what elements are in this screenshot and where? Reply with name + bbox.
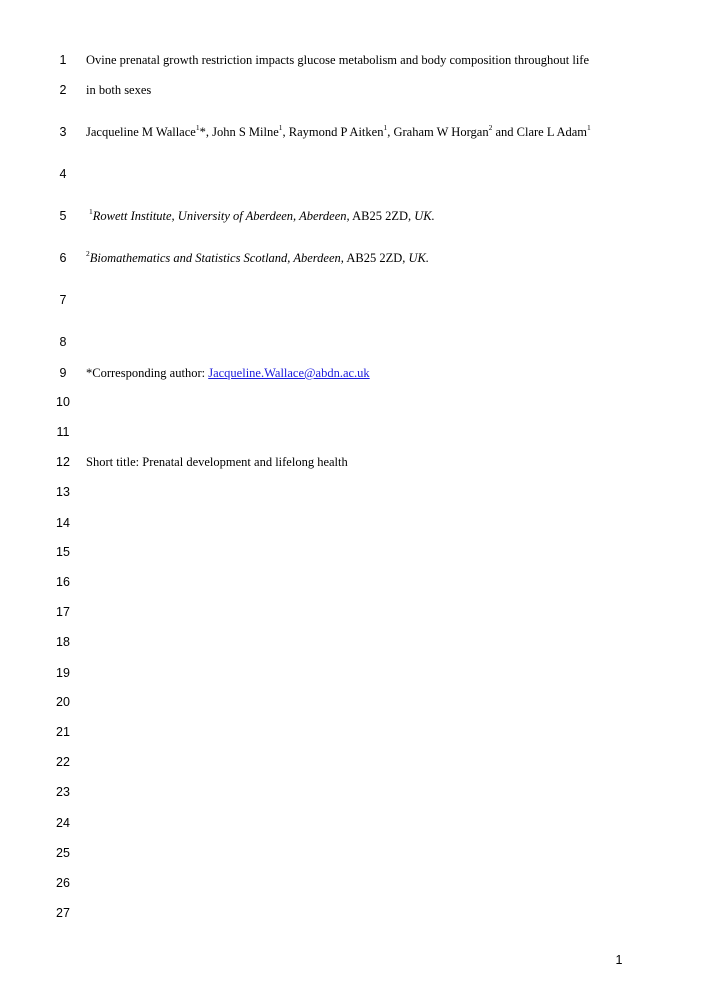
author: Graham W Horgan$^2$ and [393, 122, 517, 139]
corresponding-author-label: *Corresponding author: [86, 366, 209, 380]
line-number: 2 [59, 83, 67, 97]
line-number: 12 [56, 455, 70, 469]
line-number: 1 [59, 53, 67, 67]
line-number: 24 [56, 816, 70, 830]
author: John S Milne$^1$, [212, 122, 289, 139]
line-number: 22 [56, 755, 70, 769]
line-number: 27 [56, 906, 70, 920]
corresponding-email-link[interactable]: Jacqueline.Wallace@abdn.ac.uk [208, 366, 370, 380]
line-number: 9 [59, 366, 67, 380]
line-number: 23 [56, 785, 70, 799]
line-number: 4 [59, 167, 67, 181]
affiliation-2: $^2$Biomathematics and Statistics Scotland, Aberdeen, AB25 2ZD, UK. [86, 248, 429, 265]
short-title: Short title: Prenatal development and lifelong health [86, 455, 348, 469]
line-number: 11 [56, 425, 70, 439]
line-number: 3 [59, 125, 67, 139]
line-number: 20 [56, 695, 70, 709]
line-number: 6 [59, 251, 67, 265]
paper-title-line-2: in both sexes [86, 83, 152, 97]
paper-title-line-1: Ovine prenatal growth restriction impacts glucose metabolism and body composition throughout life [86, 53, 590, 67]
line-number: 17 [56, 605, 70, 619]
line-number: 19 [56, 666, 70, 680]
line-number: 10 [56, 395, 70, 409]
line-number: 18 [56, 635, 70, 649]
page-number: 1 [615, 953, 623, 967]
line-number: 25 [56, 846, 70, 860]
line-number: 13 [56, 485, 70, 499]
line-number: 8 [59, 335, 67, 349]
line-number: 16 [56, 575, 70, 589]
corresponding-author [86, 366, 370, 380]
affiliation-1: $^1$Rowett Institute, University of Aberdeen, Aberdeen, AB25 2ZD, UK. [89, 206, 435, 223]
line-number: 5 [59, 209, 67, 223]
author: Raymond P Aitken$^1$, [288, 122, 394, 139]
author: Jacqueline M Wallace$^1$*, [86, 122, 213, 139]
line-number: 7 [59, 293, 67, 307]
line-number: 15 [56, 545, 70, 559]
author: Clare L Adam$^1$ [516, 122, 591, 139]
line-number: 14 [56, 516, 70, 530]
line-number: 26 [56, 876, 70, 890]
author-list [86, 122, 591, 139]
line-number: 21 [56, 725, 70, 739]
